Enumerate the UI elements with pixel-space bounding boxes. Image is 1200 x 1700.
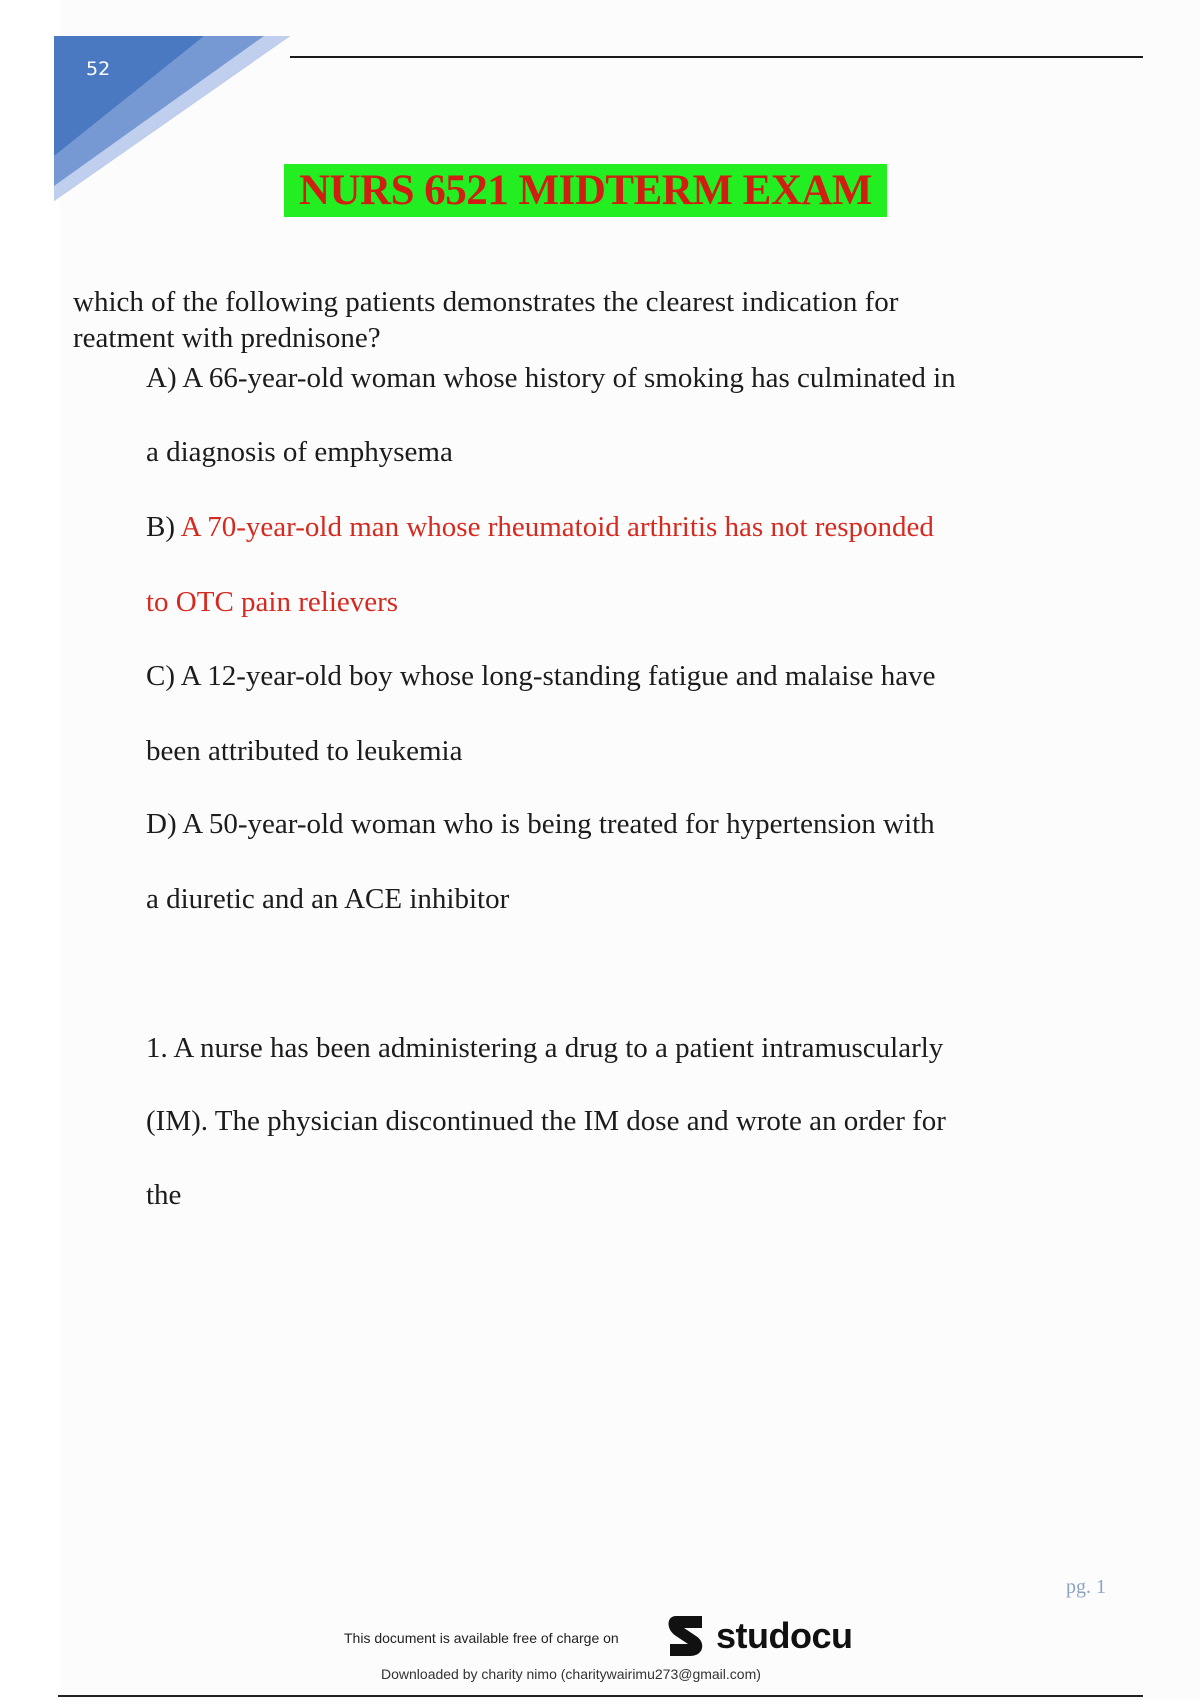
option-b-answer: A 70-year-old man whose rheumatoid arthritis has not responded xyxy=(180,511,934,543)
option-c-line-2: been attributed to leukemia xyxy=(146,735,463,767)
availability-note: This document is available free of charge on xyxy=(344,1630,619,1646)
next-question-line-3: the xyxy=(146,1179,182,1211)
top-rule xyxy=(290,56,1143,58)
stem-line-1: which of the following patients demonstrates the clearest indication for xyxy=(73,286,899,318)
page-title: NURS 6521 MIDTERM EXAM xyxy=(284,164,887,217)
page-label: pg. 1 xyxy=(1066,1576,1106,1598)
downloaded-by: Downloaded by charity nimo (charitywairimu273@gmail.com) xyxy=(381,1666,761,1682)
next-question-line-1: 1. A nurse has been administering a drug to a patient intramuscularly xyxy=(146,1032,944,1064)
option-a-line-1: A) A 66-year-old woman whose history of smoking has culminated in xyxy=(146,362,956,394)
option-a-line-2: a diagnosis of emphysema xyxy=(146,436,453,468)
option-b-prefix: B) xyxy=(146,511,181,543)
page-number: 52 xyxy=(86,58,111,80)
option-c-line-1: C) A 12-year-old boy whose long-standing fatigue and malaise have xyxy=(146,660,936,692)
page-margin xyxy=(0,0,60,1700)
option-b-line-1 xyxy=(146,509,934,545)
studocu-brand[interactable] xyxy=(662,1612,853,1660)
option-d-line-2: a diuretic and an ACE inhibitor xyxy=(146,883,510,915)
option-d-line-1: D) A 50-year-old woman who is being treated for hypertension with xyxy=(146,808,935,840)
stem-line-2: reatment with prednisone? xyxy=(73,322,381,354)
studocu-logo-icon xyxy=(662,1612,710,1660)
question-stem xyxy=(73,284,1073,356)
option-b-line-2: to OTC pain relievers xyxy=(146,586,399,618)
next-question-line-2: (IM). The physician discontinued the IM dose and wrote an order for xyxy=(146,1105,946,1137)
brand-name: studocu xyxy=(716,1615,853,1656)
bottom-rule xyxy=(58,1695,1143,1697)
